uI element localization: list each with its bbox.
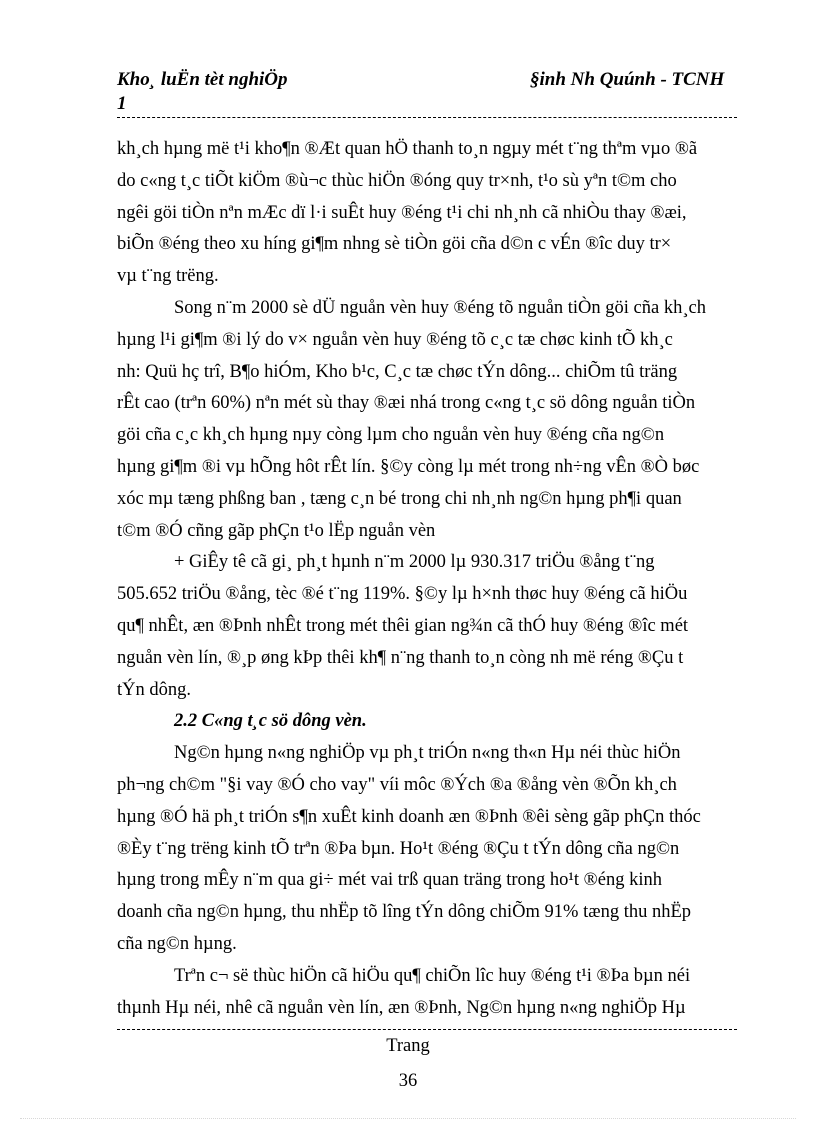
footer-rule [117, 1029, 737, 1030]
text-line: kh¸ch hµng më t¹i kho¶n ®Æt quan hÖ thanh to¸n ngµy mét t¨ng thªm vµo ®ã [117, 139, 698, 159]
text-line: do c«ng t¸c tiÕt kiÖm ®ù¬c thùc hiÖn ®óng quy tr×nh, t¹o sù yªn t©m cho [117, 170, 677, 191]
text-line: biÕn ®éng theo xu híng gi¶m nhng sè tiÒn göi cña d©n c vÉn ®îc duy tr× [117, 234, 672, 255]
header-thesis-title [117, 68, 288, 116]
header-left-number: 1 [117, 93, 127, 114]
section-heading: 2.2 C«ng t¸c sö dông vèn. [174, 711, 367, 732]
text-line: qu¶ nhÊt, æn ®Þnh nhÊt trong mét thêi gian ng¾n cã thÓ huy ®éng ®îc mét [117, 615, 689, 636]
text-line: hµng ®Ó hä ph¸t triÓn s¶n xuÊt kinh doanh æn ®Þnh ®êi sèng gãp phÇn thóc [117, 806, 701, 827]
text-line: hµng trong mÊy n¨m qua gi÷ mét vai trß quan träng trong ho¹t ®éng kinh [117, 870, 662, 891]
header-author: §inh Nh Quúnh - TCNH [530, 69, 725, 90]
text-line: thµnh Hµ néi, nhê cã nguån vèn lín, æn ®Þnh, Ng©n hµng n«ng nghiÖp Hµ [117, 997, 686, 1018]
text-line: t©m ®Ó cñng gãp phÇn t¹o lËp nguån vèn [117, 520, 436, 541]
body-text [117, 134, 747, 1024]
header-left-title: Kho¸ luËn tèt nghiÖp [117, 69, 288, 90]
page-number: 36 [398, 1071, 418, 1091]
text-line: tÝn dông. [117, 679, 191, 700]
footer-label: Trang [386, 1036, 430, 1056]
header-rule [117, 117, 737, 118]
text-line: nh: Quü hç trî, B¶o hiÓm, Kho b¹c, C¸c tæ chøc tÝn dông... chiÕm tû träng [117, 361, 678, 382]
text-line: göi cña c¸c kh¸ch hµng nµy còng lµm cho nguån vèn huy ®éng cña ng©n [117, 425, 665, 446]
text-line: vµ t¨ng trëng. [117, 266, 219, 287]
text-line: rÊt cao (trªn 60%) nªn mét sù thay ®æi nhá trong c«ng t¸c sö dông nguån tiÒn [117, 393, 696, 414]
paragraph-start-line: Trªn c¬ së thùc hiÖn cã hiÖu qu¶ chiÕn lîc huy ®éng t¹i ®Þa bµn néi [174, 965, 691, 986]
text-line: hµng gi¶m ®i vµ hÕng hôt rÊt lín. §©y còng lµ mét trong nh÷ng vÊn ®Ò bøc [117, 456, 700, 477]
text-line: ph¬ng ch©m "§i vay ®Ó cho vay" víi môc ®Ých ®a ®ång vèn ®Õn kh¸ch [117, 774, 677, 795]
paragraph-start-line: Ng©n hµng n«ng nghiÖp vµ ph¸t triÓn n«ng th«n Hµ néi thùc hiÖn [174, 743, 681, 764]
text-line: xóc mµ tæng phßng ban , tæng c¸n bé trong chi nh¸nh ng©n hµng ph¶i quan [117, 488, 682, 509]
page-edge-divider [20, 1118, 796, 1119]
text-line: doanh cña ng©n hµng, thu nhËp tõ lîng tÝn dông chiÕm 91% tæng thu nhËp [117, 902, 692, 923]
paragraph-start-line: + GiÊy tê cã gi¸ ph¸t hµnh n¨m 2000 lµ 930.317 triÖu ®ång t¨ng [174, 552, 655, 573]
text-line: cña ng©n hµng. [117, 933, 237, 954]
paragraph-start-line: Song n¨m 2000 sè dÜ nguån vèn huy ®éng tõ nguån tiÒn göi cña kh¸ch [174, 297, 706, 318]
text-line: hµng l¹i gi¶m ®i lý do v× nguån vèn huy ®éng tõ c¸c tæ chøc kinh tÕ kh¸c [117, 329, 673, 350]
text-line: nguån vèn lín, ®¸p øng kÞp thêi kh¶ n¨ng thanh to¸n còng nh më réng ®Çu t [117, 647, 684, 668]
text-line: ®Èy t¨ng trëng kinh tÕ trªn ®Þa bµn. Ho¹t ®éng ®Çu t tÝn dông cña ng©n [117, 838, 680, 859]
text-line: 505.652 triÖu ®ång, tèc ®é t¨ng 119%. §©y lµ h×nh thøc huy ®éng cã hiÖu [117, 584, 688, 605]
text-line: ngêi göi tiÒn nªn mÆc dï l·i suÊt huy ®éng t¹i chi nh¸nh cã nhiÒu thay ®æi, [117, 202, 687, 223]
